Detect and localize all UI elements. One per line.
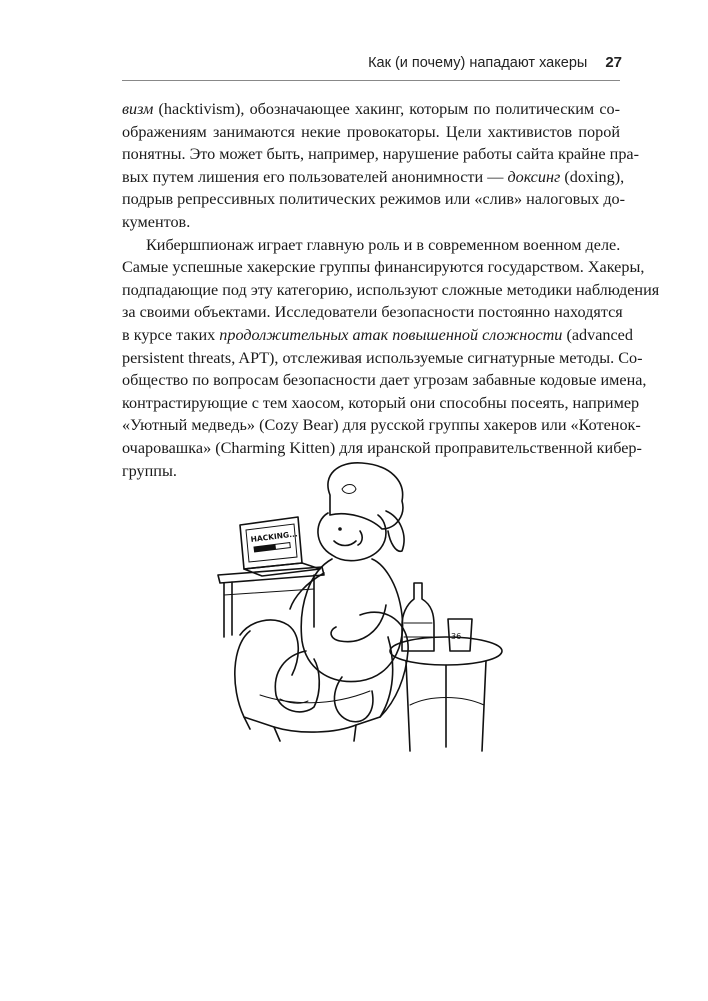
page-number: 27	[605, 54, 622, 71]
text-span: (advanced	[562, 325, 633, 344]
laptop	[240, 517, 320, 576]
running-header	[0, 54, 622, 71]
hacking-screen-text: HACKING...	[250, 529, 299, 544]
glass-mark-icon: 3̶6	[451, 632, 462, 641]
text-line: понятны. Это может быть, например, нарушение работы сайта крайне пра-	[122, 145, 639, 164]
text-line: Кибершпионаж играет главную роль и в современном военном деле.	[146, 235, 621, 254]
text-line: подрыв репрессивных политических режимов или «слив» налоговых до-	[122, 190, 626, 209]
italic-term: доксинг	[507, 167, 561, 186]
text-line: контрастирующие с тем хаосом, который они способны посеять, например	[122, 393, 640, 412]
text-line: persistent threats, APT), отслеживая используемые сигнатурные методы. Со-	[122, 348, 643, 367]
text-line	[122, 166, 625, 189]
text-line: подпадающие под эту категорию, используют сложные методики наблюдения	[122, 280, 660, 299]
text-line	[122, 98, 620, 121]
text-line: группы.	[122, 461, 177, 480]
text-span: (doxing),	[560, 167, 625, 186]
italic-term: визм	[122, 100, 154, 118]
desk	[218, 567, 324, 637]
text-line: за своими объектами. Исследователи безопасности постоянно находятся	[122, 303, 623, 322]
italic-term: продолжительных атак повышенной сложности	[219, 325, 563, 344]
text-line: Самые успешные хакерские группы финансируются государством. Хакеры,	[122, 258, 645, 277]
text-line: «Уютный медведь» (Cozy Bear) для русской группы хакеров или «Котенок-	[122, 416, 641, 435]
illustration-svg	[210, 455, 510, 755]
text-span: вых путем лишения его пользователей анонимности —	[122, 167, 508, 186]
text-line: ображениям занимаются некие провокаторы. Цели хактивистов порой	[122, 122, 620, 141]
running-title: Как (и почему) нападают хакеры	[368, 55, 588, 71]
text-line: очаровашка» (Charming Kitten) для иранской проправительственной кибер-	[122, 438, 642, 457]
body-text	[122, 98, 660, 482]
text-line: кументов.	[122, 212, 191, 231]
paragraph-1	[122, 98, 639, 234]
paragraph-2	[122, 234, 660, 483]
text-span: в курсе таких	[122, 325, 220, 344]
text-line	[122, 324, 633, 347]
glass	[448, 619, 472, 651]
bear-eye	[338, 527, 342, 531]
bear-hacker-illustration	[210, 455, 510, 755]
text-line: общество по вопросам безопасности дает угрозам забавные кодовые имена,	[122, 371, 647, 390]
armchair	[235, 612, 408, 741]
header-rule	[122, 80, 620, 81]
text-span: (hacktivism), обозначающее хакинг, которым по политическим со-	[153, 100, 620, 118]
side-table	[390, 637, 502, 751]
bear	[275, 463, 404, 722]
